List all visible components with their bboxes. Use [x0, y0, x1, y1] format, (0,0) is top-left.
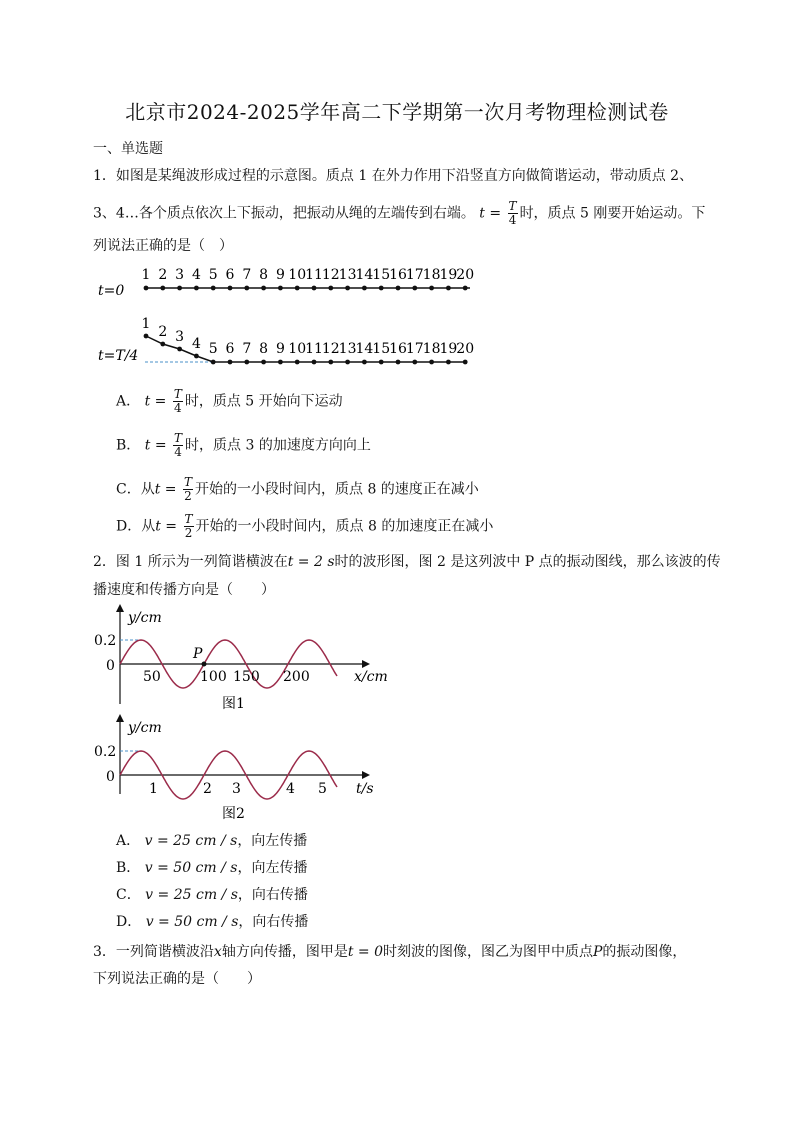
number-tT4-2: 2	[158, 324, 168, 340]
particle-t0-10	[295, 286, 300, 291]
number-t0-3: 3	[175, 267, 185, 283]
fig2-xlabel: t/s	[356, 781, 374, 797]
number-t0-1: 1	[141, 267, 151, 283]
number-t0-7: 7	[242, 267, 252, 283]
fig1-tick-150: 150	[233, 669, 260, 685]
q1-t-eq: t =	[479, 205, 502, 222]
number-tT4-5: 5	[208, 341, 218, 357]
fig1-tick-100: 100	[200, 669, 227, 685]
fig2-vibration-graph	[94, 714, 374, 822]
particle-tT4-7	[244, 360, 249, 365]
fig1-tick-50: 50	[143, 669, 161, 685]
particle-tT4-9	[278, 360, 283, 365]
particle-t0-8	[261, 286, 266, 291]
number-t0-14: 14	[355, 267, 374, 283]
particle-tT4-14	[362, 360, 367, 365]
particle-t0-17	[412, 286, 417, 291]
number-tT4-7: 7	[242, 341, 252, 357]
number-tT4-10: 10	[288, 341, 307, 357]
number-tT4-13: 13	[338, 341, 357, 357]
number-tT4-16: 16	[389, 341, 407, 357]
number-tT4-20: 20	[456, 341, 475, 357]
number-tT4-12: 12	[321, 341, 340, 357]
particle-t0-18	[429, 286, 434, 291]
particle-t0-9	[278, 286, 283, 291]
fig2-ylabel: y/cm	[128, 720, 162, 736]
label-t0: t=0	[98, 283, 125, 299]
fig2-tick-1: 1	[149, 781, 158, 797]
particle-t0-19	[446, 286, 451, 291]
particle-tT4-1	[144, 334, 149, 339]
number-tT4-4: 4	[191, 336, 201, 352]
q2-option-d[interactable]: D． v = 50 cm / s，向右传播	[116, 914, 309, 930]
number-tT4-14: 14	[355, 341, 374, 357]
q2-option-a[interactable]: A． v = 25 cm / s，向左传播	[116, 833, 308, 849]
fig2-caption: 图2	[222, 806, 245, 822]
q2-option-c[interactable]: C． v = 25 cm / s，向右传播	[116, 887, 308, 903]
particle-t0-2	[160, 286, 165, 291]
number-t0-17: 17	[405, 267, 424, 283]
q3-line2: 下列说法正确的是（ ）	[93, 971, 261, 987]
number-t0-12: 12	[321, 267, 340, 283]
particle-tT4-11	[312, 360, 317, 365]
number-tT4-9: 9	[275, 341, 285, 357]
particle-tT4-17	[412, 360, 417, 365]
fig1-ylabel: y/cm	[128, 610, 162, 626]
particle-t0-15	[379, 286, 384, 291]
number-t0-18: 18	[422, 267, 441, 283]
particle-tT4-18	[429, 360, 434, 365]
fig2-x-arrow	[362, 771, 370, 779]
number-t0-19: 19	[439, 267, 458, 283]
particle-tT4-19	[446, 360, 451, 365]
particle-t0-12	[328, 286, 333, 291]
q1-line2-text: 3、4…各个质点依次上下振动，把振动从绳的左端传到右端。	[93, 205, 475, 222]
number-t0-6: 6	[225, 267, 235, 283]
particle-t0-14	[362, 286, 367, 291]
number-tT4-17: 17	[405, 341, 424, 357]
page-title: 北京市2024-2025学年高二下学期第一次月考物理检测试卷	[125, 100, 669, 124]
particle-tT4-8	[261, 360, 266, 365]
particle-t0-11	[312, 286, 317, 291]
number-t0-11: 11	[305, 267, 323, 283]
fig2-zero-label: 0	[106, 769, 115, 785]
fig1-wave-graph	[94, 604, 388, 712]
particle-tT4-4	[194, 354, 199, 359]
particle-t0-20	[463, 286, 468, 291]
number-t0-2: 2	[158, 267, 168, 283]
q1-fraction: $\frac{T}{4}$	[508, 199, 517, 227]
fig2-tick-3: 3	[232, 781, 241, 797]
fig2-tick-5: 5	[318, 781, 327, 797]
q1-line1: 1．如图是某绳波形成过程的示意图。质点 1 在外力作用下沿竖直方向做简谐运动，带动质点 2、	[93, 168, 694, 184]
fig1-xlabel: x/cm	[354, 669, 388, 685]
particle-tT4-6	[228, 360, 233, 365]
fig1-amp-label: 0.2	[94, 633, 117, 649]
particle-t0-7	[244, 286, 249, 291]
q2-line1: 2．图 1 所示为一列简谐横波在t = 2 s时的波形图，图 2 是这列波中 P 点的振动图线，那么该波的传	[93, 554, 721, 570]
number-tT4-8: 8	[259, 341, 269, 357]
q3-line1: 3．一列简谐横波沿x轴方向传播，图甲是t = 0时刻波的图像，图乙为图甲中质点P的振动图像，	[93, 944, 687, 960]
number-t0-13: 13	[338, 267, 357, 283]
fig2-tick-2: 2	[203, 781, 212, 797]
number-tT4-15: 15	[372, 341, 391, 357]
particle-tT4-20	[463, 360, 468, 365]
particle-tT4-13	[345, 360, 350, 365]
particle-t0-16	[396, 286, 401, 291]
number-t0-20: 20	[456, 267, 475, 283]
particle-t0-6	[228, 286, 233, 291]
q1-line3: 列说法正确的是（ ）	[93, 238, 233, 254]
number-t0-16: 16	[389, 267, 407, 283]
number-tT4-6: 6	[225, 341, 235, 357]
q1-option-b[interactable]: B． t = $\frac{T}{4}$ 时，质点 3 的加速度方向向上	[116, 431, 371, 459]
particle-tT4-3	[177, 347, 182, 352]
particle-tT4-5	[211, 360, 216, 365]
particle-tT4-12	[328, 360, 333, 365]
particle-t0-13	[345, 286, 350, 291]
q1-option-c[interactable]: C．从t = $\frac{T}{2}$ 开始的一小段时间内，质点 8 的速度正在减小	[116, 475, 479, 503]
particle-t0-1	[144, 286, 149, 291]
number-t0-9: 9	[275, 267, 285, 283]
number-tT4-3: 3	[175, 329, 185, 345]
section-heading: 一、单选题	[93, 141, 163, 157]
particle-tT4-15	[379, 360, 384, 365]
q2-figures	[90, 600, 410, 825]
number-t0-4: 4	[191, 267, 201, 283]
particle-tT4-10	[295, 360, 300, 365]
fig1-p-label: P	[193, 646, 203, 662]
q1-option-d[interactable]: D．从t = $\frac{T}{2}$ 开始的一小段时间内，质点 8 的加速度正在减小	[116, 512, 494, 540]
q1-line2	[93, 200, 705, 227]
fig1-x-arrow	[362, 660, 370, 668]
fig2-tick-4: 4	[286, 781, 295, 797]
fig1-tick-200: 200	[283, 669, 310, 685]
number-tT4-18: 18	[422, 341, 441, 357]
fig2-y-arrow	[116, 714, 124, 722]
label-tT4: t=T/4	[98, 348, 139, 364]
fig1-y-arrow	[116, 604, 124, 612]
number-tT4-1: 1	[141, 316, 151, 332]
q1-line2-tail: 时，质点 5 刚要开始运动。下	[519, 205, 706, 222]
q1-option-a[interactable]: A． t = $\frac{T}{4}$ 时，质点 5 开始向下运动	[116, 387, 343, 415]
q1-rope-figure	[90, 258, 490, 378]
fig1-point-p	[202, 662, 207, 667]
number-tT4-19: 19	[439, 341, 458, 357]
number-t0-10: 10	[288, 267, 307, 283]
particle-tT4-16	[396, 360, 401, 365]
number-t0-15: 15	[372, 267, 391, 283]
particle-tT4-2	[160, 342, 165, 347]
number-tT4-11: 11	[305, 341, 323, 357]
particle-t0-3	[177, 286, 182, 291]
particle-t0-5	[211, 286, 216, 291]
q2-option-b[interactable]: B． v = 50 cm / s，向左传播	[116, 860, 308, 876]
fig2-amp-label: 0.2	[94, 744, 117, 760]
number-t0-8: 8	[259, 267, 269, 283]
q2-line2: 播速度和传播方向是（ ）	[93, 582, 275, 598]
particle-t0-4	[194, 286, 199, 291]
fig1-zero-label: 0	[106, 658, 115, 674]
number-t0-5: 5	[208, 267, 218, 283]
fig1-caption: 图1	[222, 696, 245, 712]
